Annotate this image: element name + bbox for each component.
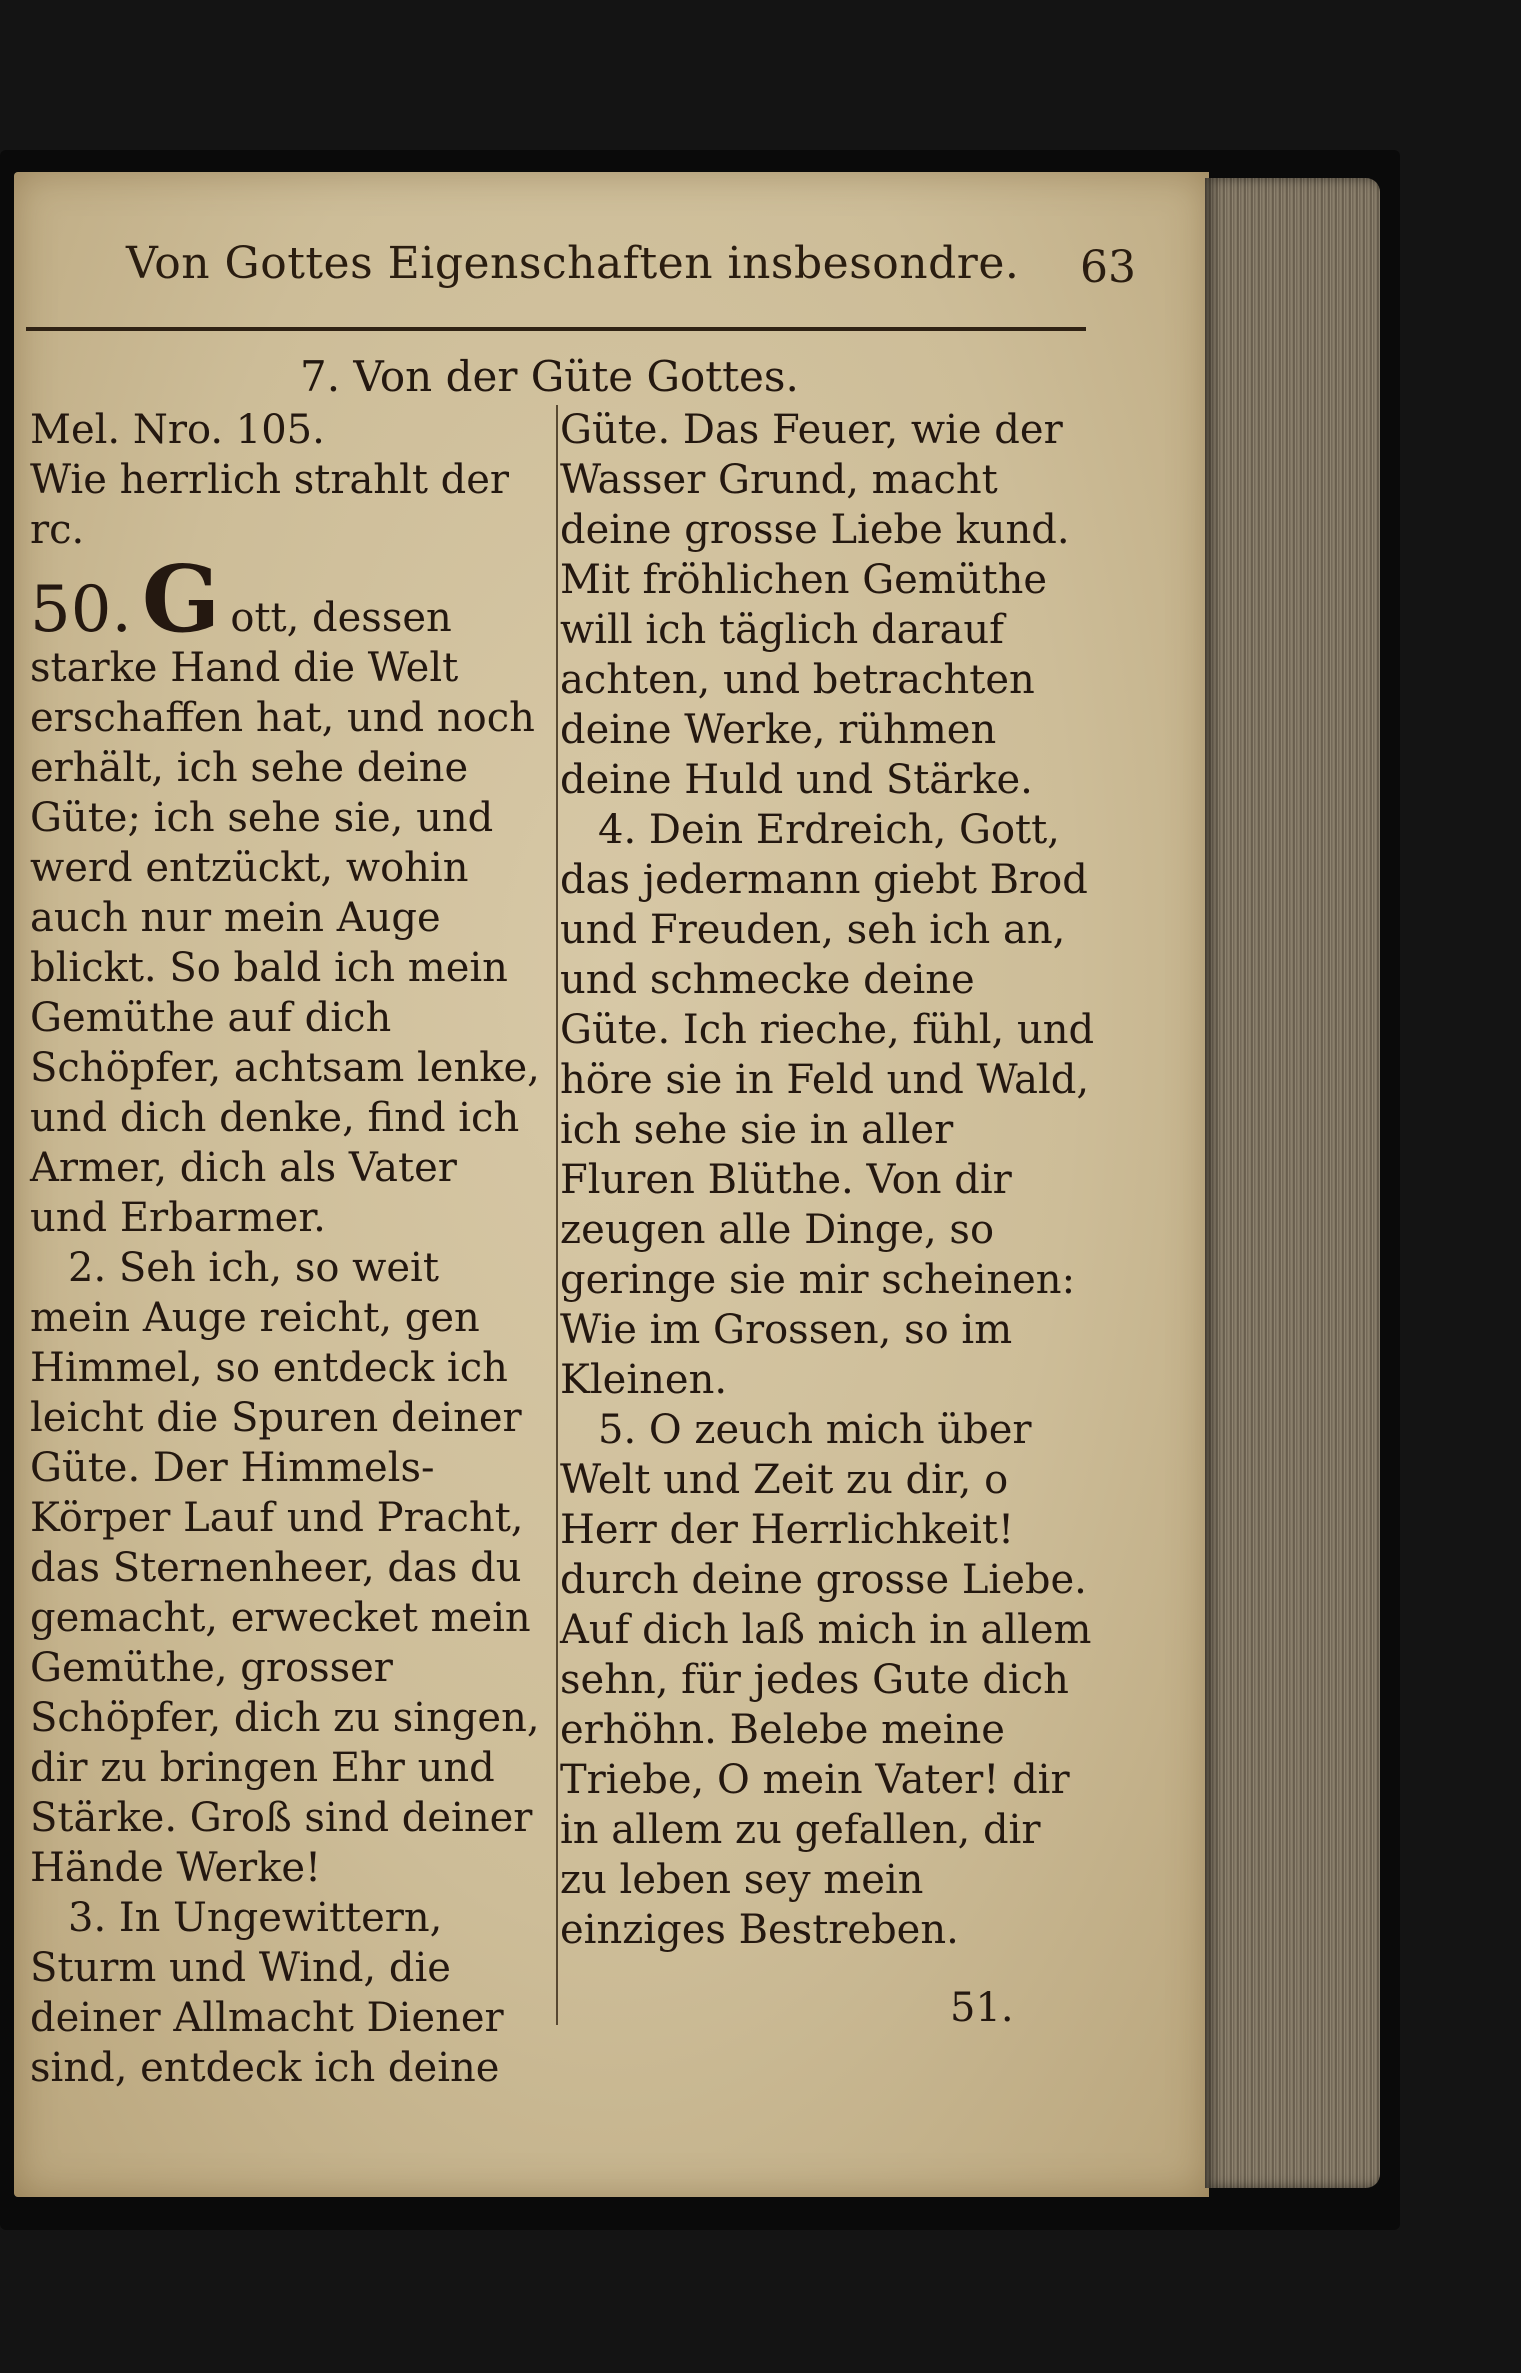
melody-line: Mel. Nro. 105. [30, 407, 325, 453]
right-column [560, 405, 1095, 1955]
verse-4: 4. Dein Erdreich, Gott, das jedermann giebt Brod und Freuden, seh ich an, und schmecke deine Güte. Ich rieche, fühl, und höre sie in Feld und Wald, ich sehe sie in aller Fluren Blüthe. Von dir zeugen alle Dinge, so geringe sie mir scheinen: Wie im Grossen, so im Kleinen. [560, 807, 1095, 1403]
verse-1 [30, 545, 545, 1243]
verse-3-continued: Güte. Das Feuer, wie der Wasser Grund, macht deine grosse Liebe kund. Mit fröhlichen Gemüthe will ich täglich darauf achten, und betrachten deine Werke, rühmen deine Huld und Stärke. [560, 407, 1070, 803]
header-rule [26, 327, 1086, 331]
page-number: 63 [1080, 242, 1136, 293]
page-header [126, 238, 1136, 308]
column-divider [556, 405, 558, 2025]
verse-3: 3. In Ungewittern, Sturm und Wind, die deiner Allmacht Diener sind, entdeck ich deine [30, 1895, 504, 2091]
left-column [30, 405, 545, 2093]
running-head: Von Gottes Eigenschaften insbesondre. [126, 238, 1020, 289]
verse-number: 50. [30, 573, 132, 647]
catchword: 51. [950, 1985, 1014, 2031]
verse-2: 2. Seh ich, so weit mein Auge reicht, gen Himmel, so entdeck ich leicht die Spuren deiner Güte. Der Himmels-Körper Lauf und Pracht, das Sternenheer, das du gemacht, erwecket mein Gemüthe, grosser Schöpfer, dich zu singen, dir zu bringen Ehr und Stärke. Groß sind deiner Hände Werke! [30, 1245, 540, 1891]
drop-initial: G [141, 545, 221, 653]
verse-5: 5. O zeuch mich über Welt und Zeit zu dir, o Herr der Herrlichkeit! durch deine grosse Liebe. Auf dich laß mich in allem sehn, für jedes Gute dich erhöhn. Belebe meine Triebe, O mein Vater! dir in allem zu gefallen, dir zu leben sey mein einziges Bestreben. [560, 1407, 1092, 1953]
section-title: 7. Von der Güte Gottes. [300, 352, 799, 401]
tune-line: Wie herrlich strahlt der rc. [30, 457, 510, 553]
verse-1-text: ott, dessen starke Hand die Welt erschaffen hat, und noch erhält, ich sehe deine Güte; ich sehe sie, und werd entzückt, wohin auch nur mein Auge blickt. So bald ich mein Gemüthe auf dich Schöpfer, achtsam lenke, und dich denke, find ich Armer, dich als Vater und Erbarmer. [30, 595, 540, 1241]
page-edges [1205, 178, 1380, 2188]
